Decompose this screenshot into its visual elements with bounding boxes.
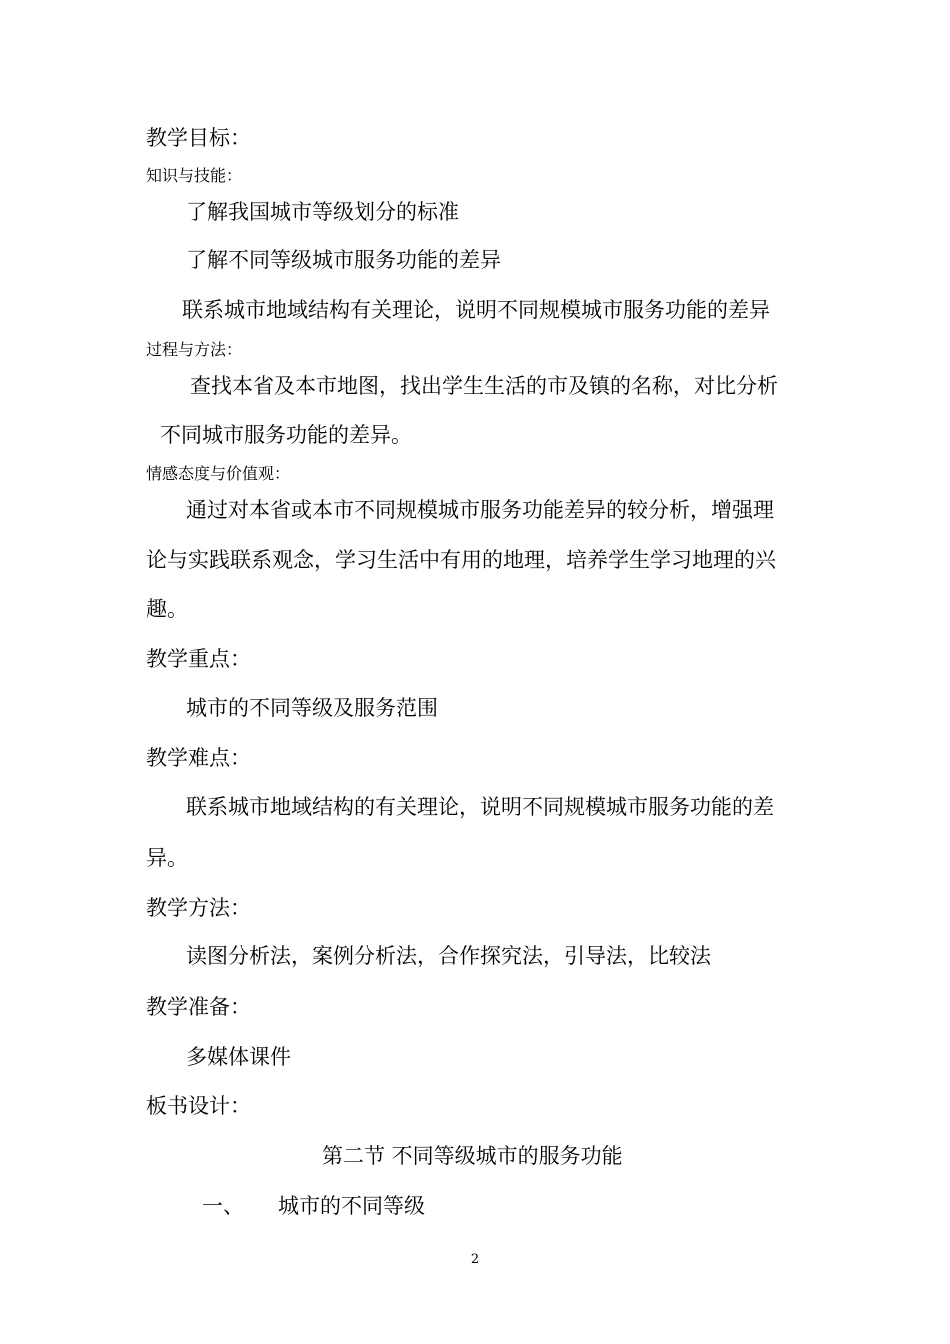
paragraph-line: 趣。 bbox=[146, 597, 188, 621]
subheading-process-methods: 过程与方法： bbox=[146, 340, 243, 359]
paragraph-line: 了解不同等级城市服务功能的差异 bbox=[186, 248, 501, 272]
paragraph-line: 异。 bbox=[146, 846, 188, 870]
heading-teaching-preparation: 教学准备： bbox=[146, 995, 251, 1019]
paragraph-line: 读图分析法，案例分析法，合作探究法，引导法，比较法 bbox=[186, 944, 711, 968]
heading-teaching-focus: 教学重点： bbox=[146, 647, 251, 671]
paragraph-line: 联系城市地域结构有关理论，说明不同规模城市服务功能的差异 bbox=[182, 298, 770, 322]
paragraph-line: 通过对本省或本市不同规模城市服务功能差异的较分析，增强理 bbox=[186, 498, 774, 522]
paragraph-line: 多媒体课件 bbox=[186, 1045, 291, 1069]
page-number: 2 bbox=[470, 1252, 480, 1267]
paragraph-line: 不同城市服务功能的差异。 bbox=[160, 423, 412, 447]
paragraph-line: 联系城市地域结构的有关理论，说明不同规模城市服务功能的差 bbox=[186, 795, 774, 819]
paragraph-line: 城市的不同等级及服务范围 bbox=[186, 696, 438, 720]
heading-blackboard-design: 板书设计： bbox=[146, 1094, 251, 1118]
section-title: 第二节 不同等级城市的服务功能 bbox=[322, 1144, 623, 1168]
list-item-marker: 一、 bbox=[202, 1194, 244, 1218]
list-item-text: 城市的不同等级 bbox=[278, 1194, 425, 1218]
heading-teaching-methods: 教学方法： bbox=[146, 896, 251, 920]
paragraph-line: 了解我国城市等级划分的标准 bbox=[186, 200, 459, 224]
subheading-attitudes-values: 情感态度与价值观： bbox=[146, 464, 291, 483]
paragraph-line: 查找本省及本市地图，找出学生生活的市及镇的名称，对比分析 bbox=[190, 374, 778, 398]
subheading-knowledge-skills: 知识与技能： bbox=[146, 166, 243, 185]
heading-teaching-goals: 教学目标： bbox=[146, 126, 251, 150]
heading-teaching-difficulty: 教学难点： bbox=[146, 746, 251, 770]
paragraph-line: 论与实践联系观念，学习生活中有用的地理，培养学生学习地理的兴 bbox=[146, 548, 776, 572]
